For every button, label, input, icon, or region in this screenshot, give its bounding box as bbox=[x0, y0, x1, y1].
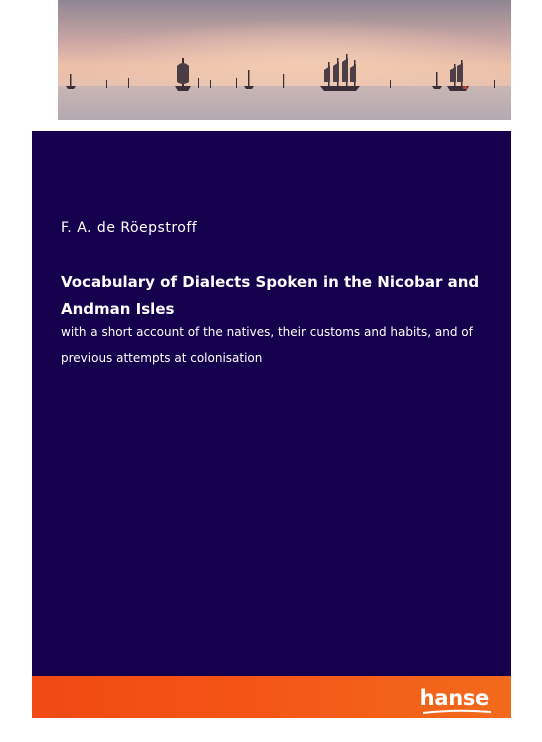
sailing-ships-photo-icon bbox=[58, 0, 511, 120]
book-subtitle: with a short account of the natives, their customs and habits, and of previous attempts at colonisation bbox=[61, 325, 473, 365]
cover-body bbox=[32, 131, 511, 676]
logo-swoosh-icon bbox=[423, 709, 491, 714]
publisher-band bbox=[32, 676, 511, 718]
author-name: F. A. de Röepstroff bbox=[61, 220, 198, 236]
cover-photo bbox=[58, 0, 511, 120]
publisher-logo: hanse bbox=[419, 686, 489, 710]
book-title: Vocabulary of Dialects Spoken in the Nicobar and Andman Isles bbox=[61, 273, 480, 318]
